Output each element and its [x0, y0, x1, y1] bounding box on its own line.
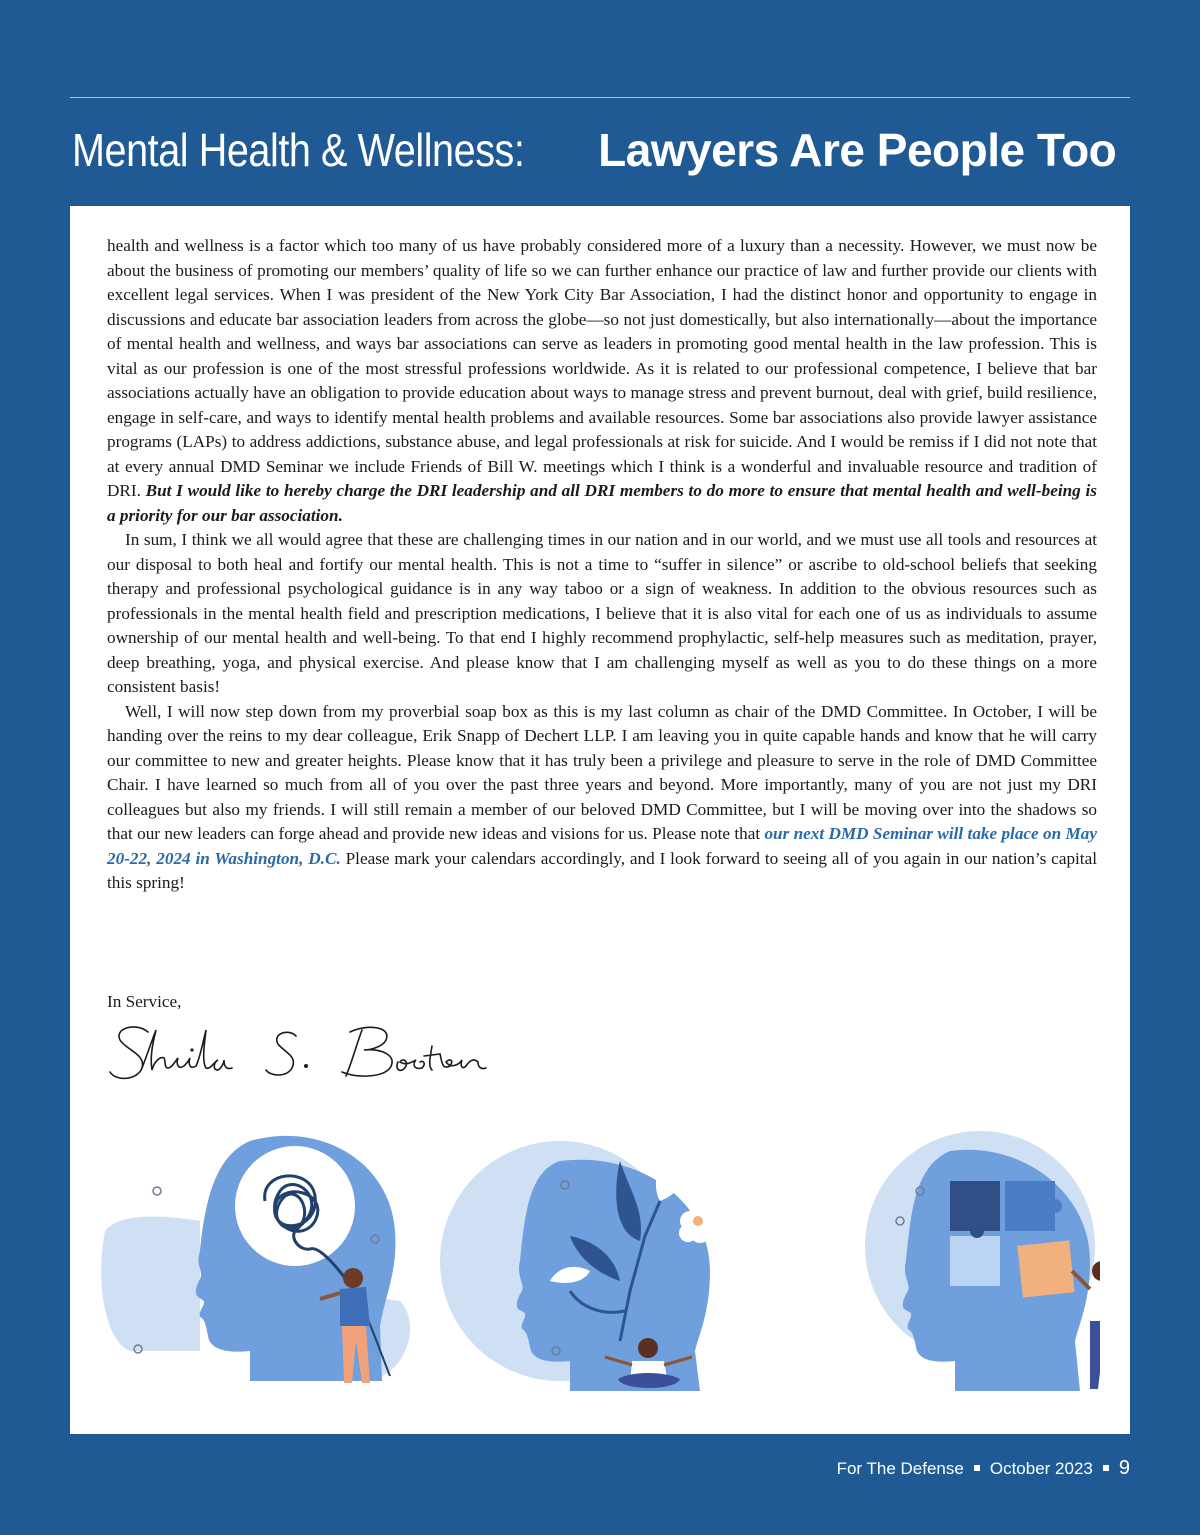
- title-bold: Lawyers Are People Too: [598, 124, 1117, 176]
- footer-separator: [974, 1465, 980, 1471]
- publication-name: For The Defense: [836, 1459, 964, 1478]
- header-rule: [70, 97, 1130, 98]
- page-title: [72, 118, 1142, 182]
- issue-date: October 2023: [989, 1459, 1093, 1478]
- seminar-date-highlight: our next DMD Seminar will take place on May 20-22, 2024 in Washington, D.C.: [107, 824, 1097, 868]
- page-footer: [837, 1456, 1130, 1481]
- article-panel: [70, 206, 1130, 1434]
- signature: [106, 1018, 526, 1088]
- article-body: [107, 234, 1097, 896]
- call-to-action-text: But I would like to hereby charge the DRI leadership and all DRI members to do more to ensure that mental health and well-being is a priority for our bar association.: [107, 481, 1097, 525]
- title-light: Mental Health & Wellness:: [72, 124, 525, 176]
- closing-salutation: In Service,: [107, 992, 182, 1011]
- paragraph-3-text: Well, I will now step down from my proverbial soap box as this is my last column as chair of the DMD Committee. In October, I will be handing over the reins to my dear colleague, Erik Snapp of Dechert LLP. I am leaving you in quite capable hands and know that he will carry our committee to new and greater heights. Please know that it has truly been a privilege and pleasure to serve in the role of DMD Committee Chair. I have learned so much from all of you over the past three years and beyond. More importantly, many of you are not just my DRI colleagues but also my friends. I will still remain a member of our beloved DMD Committee, but I will be moving over into the shadows so that our new leaders can forge ahead and provide new ideas and visions for us. Please note that: [107, 701, 1097, 843]
- page-number: 9: [1118, 1457, 1130, 1479]
- paragraph-1-text: health and wellness is a factor which too many of us have probably considered more of a luxury than a necessity. However, we must now be about the business of promoting our members’ quality of life so we can further enhance our practice of law and further provide our clients with excellent legal services. When I was president of the New York City Bar Association, I had the distinct honor and opportunity to engage in discussions and educate bar association leaders from across the globe—so not just domestically, but also internationally—about the importance of mental health and wellness, and ways bar associations can serve as leaders in promoting good mental health in the law profession. This is vital as our profession is one of the most stressful professions worldwide. As it is related to our professional competence, I believe that bar associations actually have an obligation to provide education about ways to manage stress and prevent burnout, deal with grief, build resilience, engage in self-care, and ways to identify mental health problems and available resources. Some bar associations also provide lawyer assistance programs (LAPs) to address addictions, substance abuse, and legal professionals at risk for suicide. And I would be remiss if I did not note that at every annual DMD Seminar we include Friends of Bill W. meetings which I think is a wonderful and invaluable resource and tradition of DRI.: [107, 236, 1097, 500]
- paragraph-3: [107, 700, 1097, 896]
- paragraph-3-closing: Please mark your calendars accordingly, and I look forward to seeing all of you again in our nation’s capital this spring!: [107, 848, 1097, 892]
- puzzle-illustration: [865, 1131, 1100, 1391]
- mental-health-illustrations: [100, 1121, 1100, 1421]
- paragraph-2: In sum, I think we all would agree that these are challenging times in our nation and in our world, and we must use all tools and resources at our disposal to both heal and fortify our mental health. This is not a time to “suffer in silence” or ascribe to old-school beliefs that seeking therapy and professional psychological guidance is in any way taboo or a sign of weakness. In addition to the obvious resources such as professionals in the mental health field and prescription medications, I believe that it is also vital for each one of us as individuals to assume ownership of our mental health and well-being. To that end I highly recommend prophylactic, self-help measures such as meditation, prayer, deep breathing, yoga, and physical exercise. And please know that I am challenging myself as well as you to do these things on a more consistent basis!: [107, 530, 1097, 696]
- tangled-thoughts-illustration: [101, 1136, 410, 1383]
- meditation-illustration: [440, 1141, 720, 1391]
- footer-separator: [1103, 1465, 1109, 1471]
- paragraph-1: [107, 234, 1097, 528]
